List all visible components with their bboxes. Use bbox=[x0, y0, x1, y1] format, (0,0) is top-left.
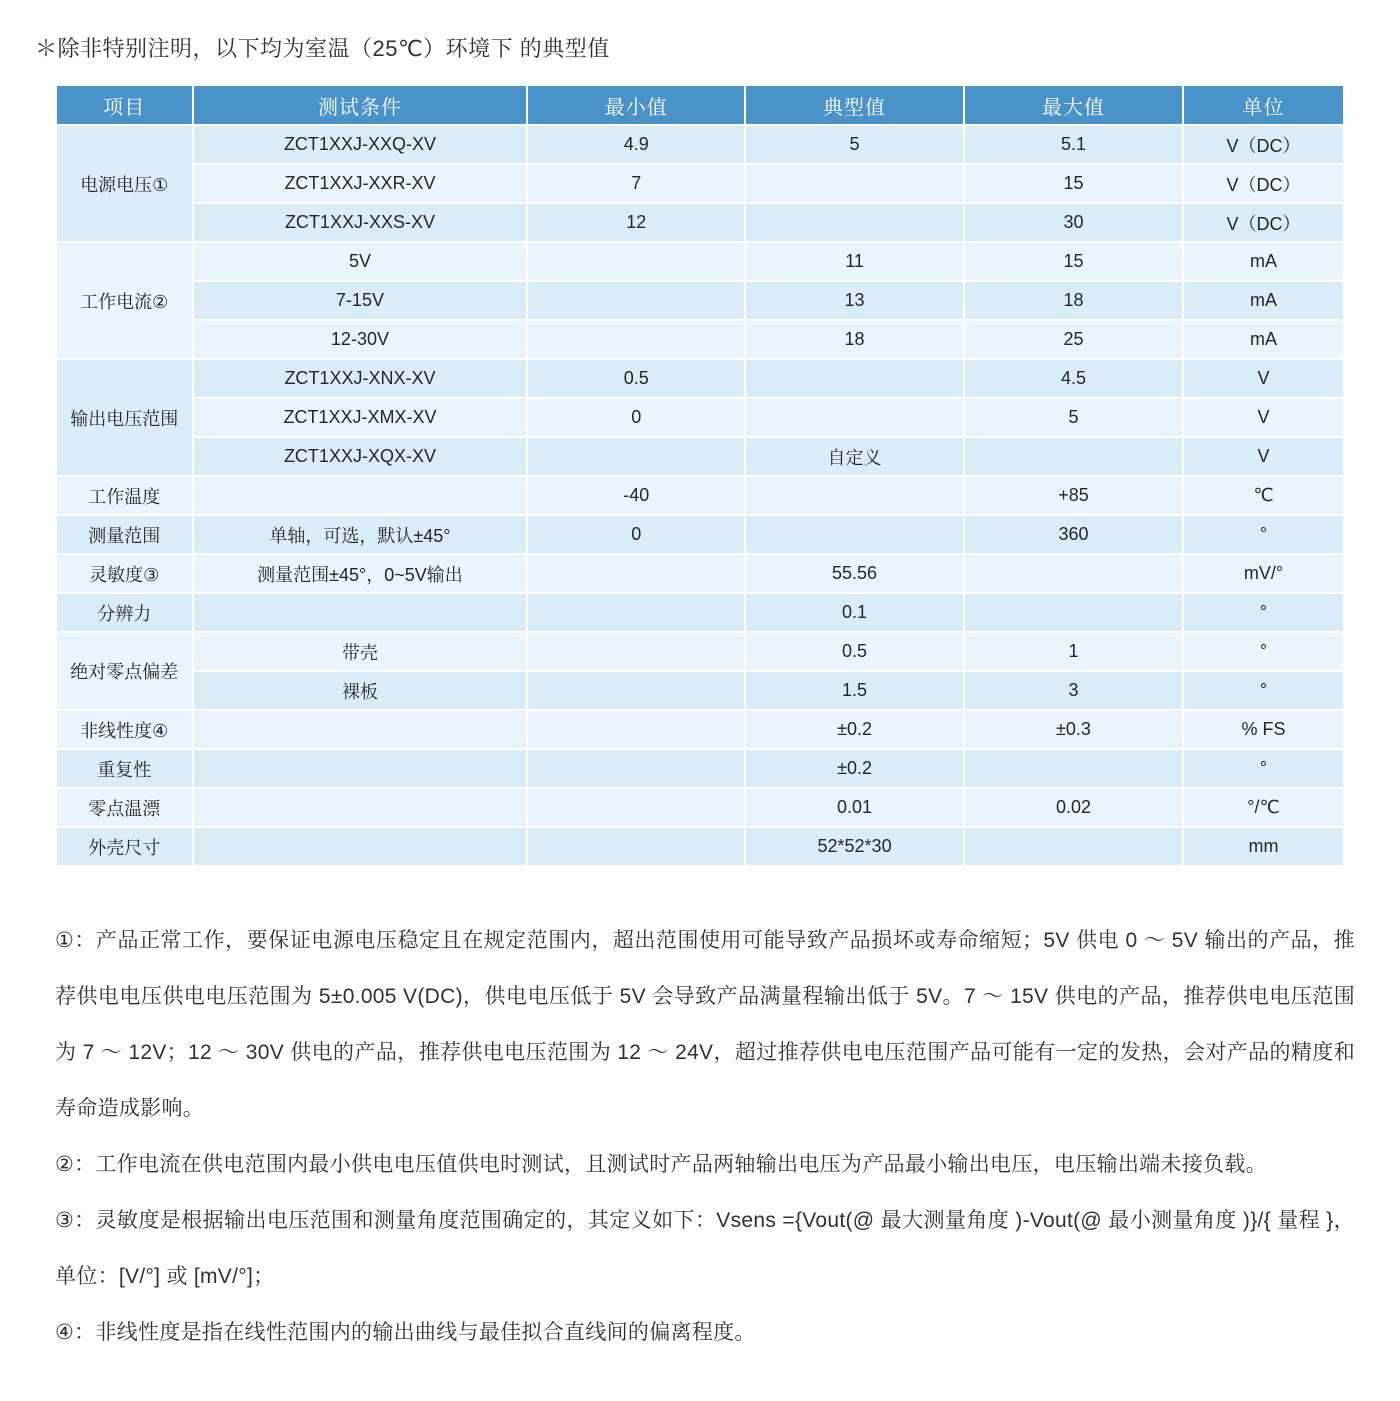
condition-cell: ZCT1XXJ-XXR-XV bbox=[193, 164, 528, 203]
max-cell: 0.02 bbox=[964, 788, 1183, 827]
unit-cell: % FS bbox=[1183, 710, 1344, 749]
typ-cell bbox=[745, 359, 964, 398]
condition-cell: 7-15V bbox=[193, 281, 528, 320]
table-row bbox=[56, 203, 1344, 242]
item-cell: 工作温度 bbox=[56, 476, 193, 515]
table-row bbox=[56, 320, 1344, 359]
typ-cell: 11 bbox=[745, 242, 964, 281]
max-cell: 18 bbox=[964, 281, 1183, 320]
table-row bbox=[56, 788, 1344, 827]
max-cell: +85 bbox=[964, 476, 1183, 515]
max-cell bbox=[964, 749, 1183, 788]
max-cell: 3 bbox=[964, 671, 1183, 710]
typ-cell: 自定义 bbox=[745, 437, 964, 476]
max-cell: 5.1 bbox=[964, 125, 1183, 164]
spec-table-header bbox=[56, 85, 1344, 125]
item-cell: 非线性度④ bbox=[56, 710, 193, 749]
table-row bbox=[56, 710, 1344, 749]
min-cell bbox=[527, 242, 745, 281]
min-cell bbox=[527, 320, 745, 359]
min-cell bbox=[527, 710, 745, 749]
max-cell bbox=[964, 437, 1183, 476]
max-cell bbox=[964, 554, 1183, 593]
condition-cell: ZCT1XXJ-XXS-XV bbox=[193, 203, 528, 242]
typ-cell: 0.01 bbox=[745, 788, 964, 827]
unit-cell: mA bbox=[1183, 242, 1344, 281]
table-row bbox=[56, 437, 1344, 476]
condition-cell bbox=[193, 749, 528, 788]
max-cell: 25 bbox=[964, 320, 1183, 359]
condition-cell: 单轴，可选，默认±45° bbox=[193, 515, 528, 554]
typ-cell: 0.5 bbox=[745, 632, 964, 671]
footnote-3: ③：灵敏度是根据输出电压范围和测量角度范围确定的，其定义如下：Vsens ={Vout(@ 最大测量角度 )-Vout(@ 最小测量角度 )}/{ 量程 }，单位：[V/°] 或 [mV/°]； bbox=[55, 1209, 1355, 1288]
min-cell: -40 bbox=[527, 476, 745, 515]
item-cell: 测量范围 bbox=[56, 515, 193, 554]
min-cell bbox=[527, 671, 745, 710]
condition-cell: 测量范围±45°，0~5V输出 bbox=[193, 554, 528, 593]
condition-cell bbox=[193, 476, 528, 515]
typ-cell bbox=[745, 476, 964, 515]
header-typ: 典型值 bbox=[745, 85, 964, 125]
typ-cell: 52*52*30 bbox=[745, 827, 964, 866]
item-cell: 输出电压范围 bbox=[56, 359, 193, 476]
unit-cell: ° bbox=[1183, 593, 1344, 632]
footnote-2: ②：工作电流在供电范围内最小供电电压值供电时测试，且测试时产品两轴输出电压为产品最小输出电压，电压输出端未接负载。 bbox=[55, 1153, 1267, 1176]
table-row bbox=[56, 632, 1344, 671]
footnote-4: ④：非线性度是指在线性范围内的输出曲线与最佳拟合直线间的偏离程度。 bbox=[55, 1321, 756, 1344]
unit-cell: ° bbox=[1183, 632, 1344, 671]
table-row bbox=[56, 593, 1344, 632]
condition-cell bbox=[193, 788, 528, 827]
condition-cell: ZCT1XXJ-XXQ-XV bbox=[193, 125, 528, 164]
min-cell: 0.5 bbox=[527, 359, 745, 398]
condition-cell: 12-30V bbox=[193, 320, 528, 359]
max-cell: 15 bbox=[964, 164, 1183, 203]
min-cell bbox=[527, 281, 745, 320]
condition-cell: 5V bbox=[193, 242, 528, 281]
unit-cell: V bbox=[1183, 398, 1344, 437]
typ-cell bbox=[745, 164, 964, 203]
condition-cell: ZCT1XXJ-XNX-XV bbox=[193, 359, 528, 398]
max-cell: 30 bbox=[964, 203, 1183, 242]
min-cell: 0 bbox=[527, 398, 745, 437]
table-row bbox=[56, 164, 1344, 203]
condition-cell bbox=[193, 827, 528, 866]
typ-cell bbox=[745, 398, 964, 437]
spec-table bbox=[55, 84, 1345, 867]
header-min: 最小值 bbox=[527, 85, 745, 125]
condition-cell bbox=[193, 593, 528, 632]
typ-cell: 13 bbox=[745, 281, 964, 320]
item-cell: 工作电流② bbox=[56, 242, 193, 359]
table-row bbox=[56, 242, 1344, 281]
table-row bbox=[56, 515, 1344, 554]
unit-cell: V bbox=[1183, 359, 1344, 398]
max-cell: ±0.3 bbox=[964, 710, 1183, 749]
min-cell: 7 bbox=[527, 164, 745, 203]
unit-cell: ℃ bbox=[1183, 476, 1344, 515]
condition-cell: 裸板 bbox=[193, 671, 528, 710]
unit-cell: V（DC） bbox=[1183, 203, 1344, 242]
min-cell bbox=[527, 788, 745, 827]
table-row bbox=[56, 827, 1344, 866]
item-cell: 分辨力 bbox=[56, 593, 193, 632]
item-cell: 灵敏度③ bbox=[56, 554, 193, 593]
max-cell: 1 bbox=[964, 632, 1183, 671]
typ-cell: 18 bbox=[745, 320, 964, 359]
min-cell bbox=[527, 749, 745, 788]
footnote-1: ①：产品正常工作，要保证电源电压稳定且在规定范围内，超出范围使用可能导致产品损坏或寿命缩短；5V 供电 0 ～ 5V 输出的产品，推荐供电电压供电电压范围为 5±0.005 V(DC)，供电电压低于 5V 会导致产品满量程输出低于 5V。7 ～ 15V 供电的产品，推荐供电电压范围为 7 ～ 12V；12 ～ 30V 供电的产品，推荐供电电压范围为 12 ～ 24V，超过推荐供电电压范围产品可能有一定的发热，会对产品的精度和寿命造成影响。 bbox=[55, 929, 1355, 1120]
max-cell bbox=[964, 827, 1183, 866]
header-row bbox=[56, 85, 1344, 125]
typ-cell: 5 bbox=[745, 125, 964, 164]
header-item: 项目 bbox=[56, 85, 193, 125]
footnotes-section bbox=[55, 913, 1355, 1361]
max-cell: 5 bbox=[964, 398, 1183, 437]
item-cell: 外壳尺寸 bbox=[56, 827, 193, 866]
table-row bbox=[56, 125, 1344, 164]
unit-cell: V bbox=[1183, 437, 1344, 476]
condition-cell bbox=[193, 710, 528, 749]
unit-cell: V（DC） bbox=[1183, 164, 1344, 203]
typ-cell bbox=[745, 203, 964, 242]
header-condition: 测试条件 bbox=[193, 85, 528, 125]
typ-cell: 55.56 bbox=[745, 554, 964, 593]
typ-cell bbox=[745, 515, 964, 554]
header-max: 最大值 bbox=[964, 85, 1183, 125]
max-cell: 360 bbox=[964, 515, 1183, 554]
max-cell: 15 bbox=[964, 242, 1183, 281]
typical-value-note: ＊除非特别注明，以下均为室温（25℃）环境下 的典型值 bbox=[35, 36, 610, 61]
unit-cell: ° bbox=[1183, 671, 1344, 710]
table-row bbox=[56, 398, 1344, 437]
table-row bbox=[56, 671, 1344, 710]
unit-cell: V（DC） bbox=[1183, 125, 1344, 164]
item-cell: 零点温漂 bbox=[56, 788, 193, 827]
min-cell bbox=[527, 554, 745, 593]
condition-cell: ZCT1XXJ-XMX-XV bbox=[193, 398, 528, 437]
min-cell bbox=[527, 437, 745, 476]
max-cell bbox=[964, 593, 1183, 632]
table-row bbox=[56, 749, 1344, 788]
unit-cell: ° bbox=[1183, 515, 1344, 554]
condition-cell: 带壳 bbox=[193, 632, 528, 671]
item-cell: 绝对零点偏差 bbox=[56, 632, 193, 710]
unit-cell: mA bbox=[1183, 281, 1344, 320]
min-cell bbox=[527, 827, 745, 866]
unit-cell: ° bbox=[1183, 749, 1344, 788]
typ-cell: ±0.2 bbox=[745, 710, 964, 749]
min-cell bbox=[527, 632, 745, 671]
min-cell bbox=[527, 593, 745, 632]
unit-cell: mV/° bbox=[1183, 554, 1344, 593]
table-row bbox=[56, 476, 1344, 515]
spec-table-body bbox=[56, 125, 1344, 866]
typ-cell: ±0.2 bbox=[745, 749, 964, 788]
item-cell: 重复性 bbox=[56, 749, 193, 788]
typ-cell: 1.5 bbox=[745, 671, 964, 710]
min-cell: 12 bbox=[527, 203, 745, 242]
table-row bbox=[56, 554, 1344, 593]
max-cell: 4.5 bbox=[964, 359, 1183, 398]
item-cell: 电源电压① bbox=[56, 125, 193, 242]
header-unit: 单位 bbox=[1183, 85, 1344, 125]
table-row bbox=[56, 359, 1344, 398]
unit-cell: °/℃ bbox=[1183, 788, 1344, 827]
unit-cell: mA bbox=[1183, 320, 1344, 359]
typ-cell: 0.1 bbox=[745, 593, 964, 632]
min-cell: 0 bbox=[527, 515, 745, 554]
table-row bbox=[56, 281, 1344, 320]
min-cell: 4.9 bbox=[527, 125, 745, 164]
condition-cell: ZCT1XXJ-XQX-XV bbox=[193, 437, 528, 476]
unit-cell: mm bbox=[1183, 827, 1344, 866]
